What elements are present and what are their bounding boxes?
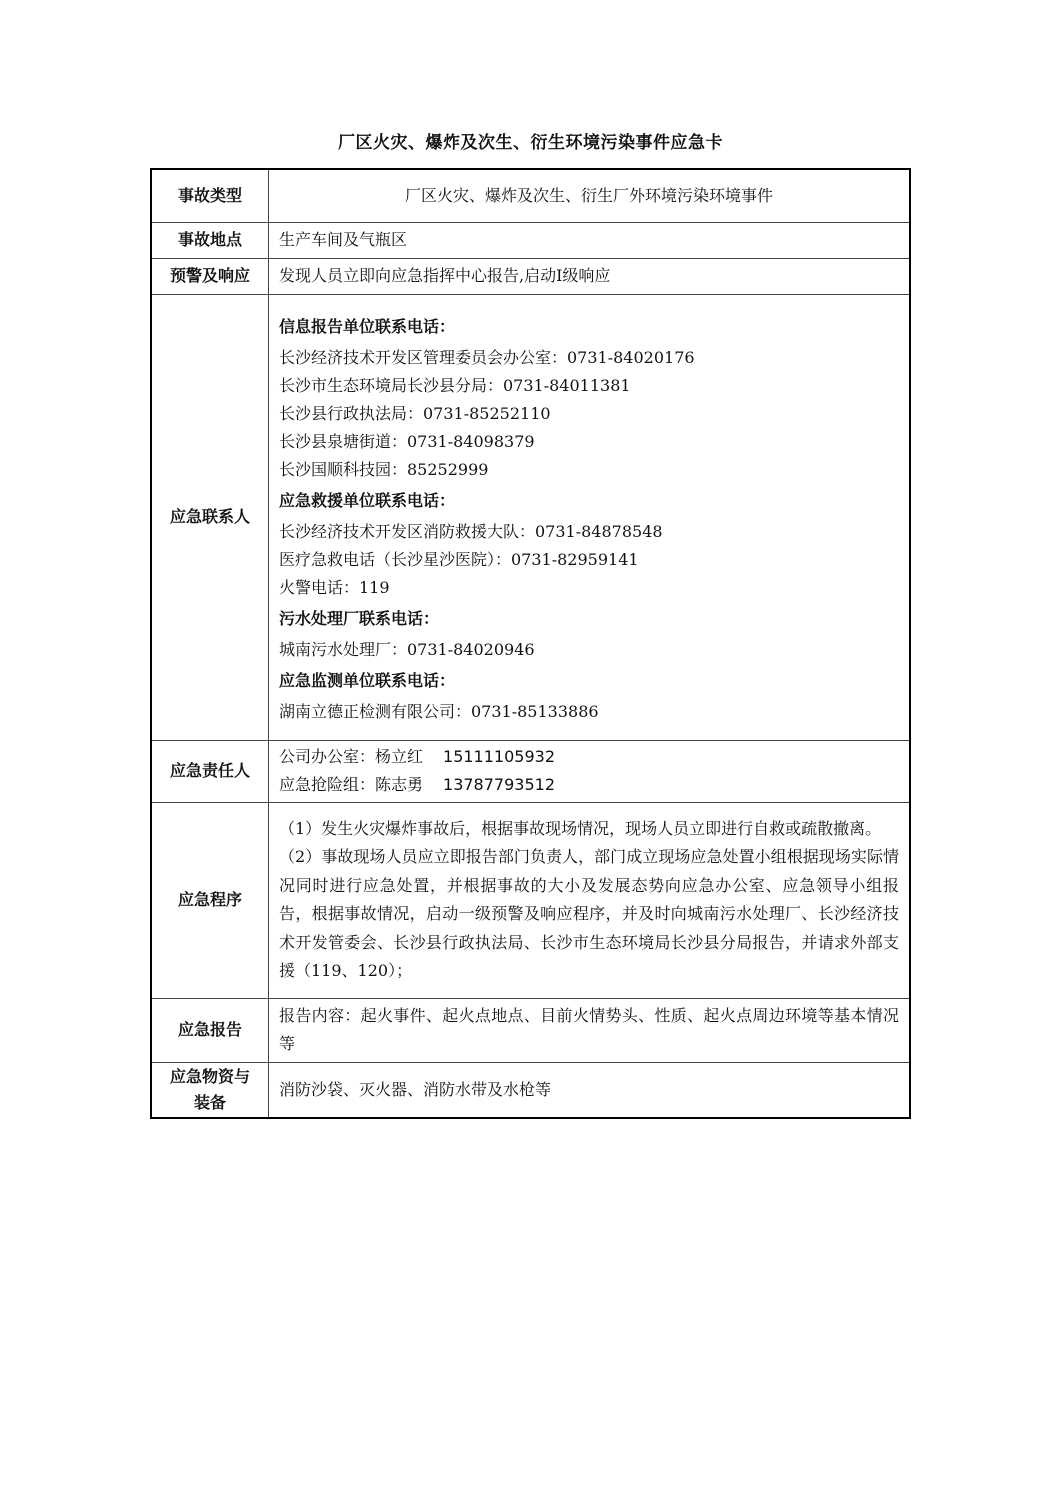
- value-emergency-materials: 消防沙袋、灭火器、消防水带及水枪等: [269, 1062, 911, 1118]
- row-accident-type: [151, 169, 910, 222]
- emergency-card-table: [150, 168, 911, 1119]
- row-warning-response: [151, 258, 910, 294]
- contact-group-heading: 污水处理厂联系电话：: [279, 609, 440, 628]
- value-accident-location: 生产车间及气瓶区: [269, 222, 911, 258]
- row-responsible-persons: [151, 740, 910, 802]
- contact-group-heading: 应急监测单位联系电话：: [279, 671, 456, 690]
- label-accident-location: 事故地点: [151, 222, 269, 258]
- value-warning-response: 发现人员立即向应急指挥中心报告,启动Ⅰ级响应: [269, 258, 911, 294]
- label-emergency-materials: 应急物资与装备: [151, 1062, 269, 1118]
- row-emergency-contacts: [151, 294, 910, 740]
- contact-item: 长沙国顺科技园：85252999: [279, 460, 489, 479]
- procedure-paragraph: （2）事故现场人员应立即报告部门负责人，部门成立现场应急处置小组根据现场实际情况同时进行应急处置，并根据事故的大小及发展态势向应急办公室、应急领导小组报告，根据事故情况，启动一级预警及响应程序，并及时向城南污水处理厂、长沙经济技术开发管委会、长沙县行政执法局、长沙市生态环境局长沙县分局报告，并请求外部支援（119、120）；: [279, 847, 899, 980]
- contact-group-sewage: [279, 602, 899, 664]
- contact-item: 医疗急救电话（长沙星沙医院）：0731-82959141: [279, 550, 639, 569]
- contact-item: 火警电话：119: [279, 578, 390, 597]
- contact-group-heading: 应急救援单位联系电话：: [279, 491, 456, 510]
- row-emergency-materials: [151, 1062, 910, 1118]
- value-emergency-contacts: [269, 294, 911, 740]
- responsible-role: 应急抢险组：陈志勇: [279, 775, 424, 794]
- document-title: 厂区火灾、爆炸及次生、衍生环境污染事件应急卡: [338, 133, 723, 153]
- contact-item: 城南污水处理厂：0731-84020946: [279, 640, 535, 659]
- responsible-item: [279, 771, 899, 799]
- contact-item: 长沙县泉塘街道：0731-84098379: [279, 432, 535, 451]
- procedure-paragraph: （1）发生火灾爆炸事故后，根据事故现场情况，现场人员立即进行自救或疏散撤离。: [279, 818, 882, 838]
- value-responsible-persons: [269, 740, 911, 802]
- contact-item: 长沙经济技术开发区消防救援大队：0731-84878548: [279, 522, 663, 541]
- row-accident-location: [151, 222, 910, 258]
- value-emergency-procedure: [269, 802, 911, 998]
- contact-item: 长沙县行政执法局：0731-85252110: [279, 404, 551, 423]
- contact-group-monitoring: [279, 664, 899, 726]
- responsible-phone: 13787793512: [443, 775, 555, 794]
- contact-group-info-report: [279, 310, 899, 484]
- row-emergency-report: [151, 998, 910, 1062]
- label-emergency-report: 应急报告: [151, 998, 269, 1062]
- contact-item: 长沙经济技术开发区管理委员会办公室：0731-84020176: [279, 348, 695, 367]
- responsible-phone: 15111105932: [443, 747, 555, 766]
- value-emergency-report: 报告内容：起火事件、起火点地点、目前火情势头、性质、起火点周边环境等基本情况等: [269, 998, 911, 1062]
- label-responsible-persons: 应急责任人: [151, 740, 269, 802]
- contact-group-rescue: [279, 484, 899, 602]
- contact-item: 长沙市生态环境局长沙县分局：0731-84011381: [279, 376, 631, 395]
- label-emergency-procedure: 应急程序: [151, 802, 269, 998]
- responsible-role: 公司办公室：杨立红: [279, 747, 424, 766]
- label-warning-response: 预警及响应: [151, 258, 269, 294]
- contact-group-heading: 信息报告单位联系电话：: [279, 317, 456, 336]
- value-accident-type: 厂区火灾、爆炸及次生、衍生厂外环境污染环境事件: [269, 169, 911, 222]
- responsible-item: [279, 743, 899, 771]
- contact-item: 湖南立德正检测有限公司：0731-85133886: [279, 702, 599, 721]
- row-emergency-procedure: [151, 802, 910, 998]
- label-emergency-contacts: 应急联系人: [151, 294, 269, 740]
- label-accident-type: 事故类型: [151, 169, 269, 222]
